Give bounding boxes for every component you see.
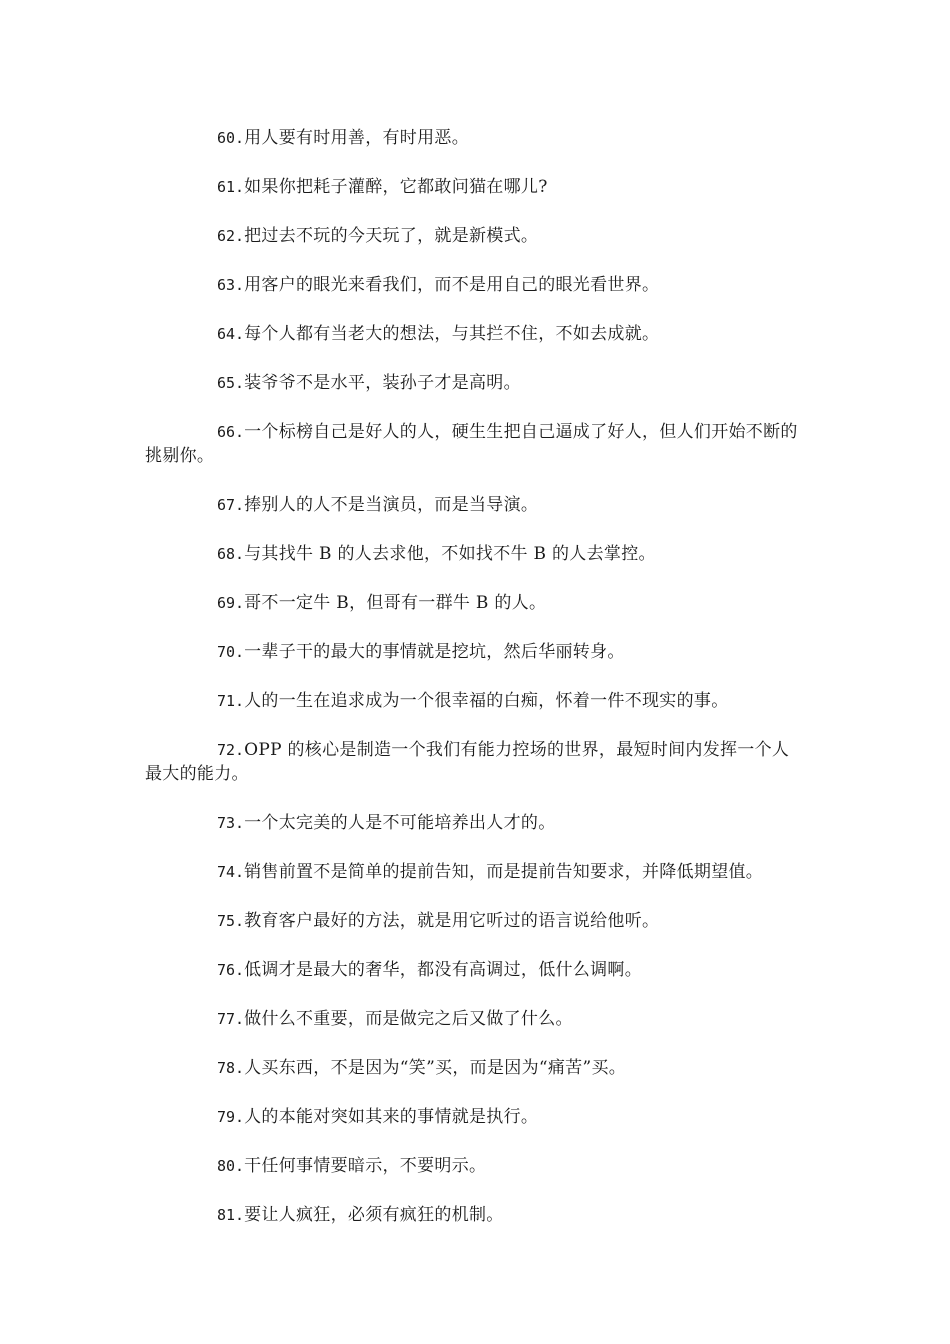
quote-item (145, 273, 805, 297)
quote-item (145, 591, 805, 615)
quote-item (145, 1154, 805, 1178)
quote-text: 销售前置不是简单的提前告知，而是提前告知要求，并降低期望值。 (244, 862, 764, 882)
quote-text: 做什么不重要，而是做完之后又做了什么。 (244, 1009, 573, 1029)
quote-text: 用客户的眼光来看我们，而不是用自己的眼光看世界。 (244, 275, 660, 295)
quote-number: 71. (217, 692, 245, 710)
quote-item (145, 371, 805, 395)
quote-number: 72. (217, 741, 245, 759)
quote-number: 75. (217, 912, 245, 930)
quote-item (145, 640, 805, 664)
quote-list (145, 126, 805, 1252)
quote-text: 哥不一定牛 B，但哥有一群牛 B 的人。 (244, 593, 547, 613)
quote-text: 人的一生在追求成为一个很幸福的白痴，怀着一件不现实的事。 (244, 691, 729, 711)
quote-item (145, 1203, 805, 1227)
quote-text: 干任何事情要暗示，不要明示。 (244, 1156, 487, 1176)
quote-number: 70. (217, 643, 245, 661)
quote-item (145, 322, 805, 346)
quote-text: 一个标榜自己是好人的人，硬生生把自己逼成了好人，但人们开始不断的挑剔你。 (145, 422, 798, 466)
quote-number: 81. (217, 1206, 245, 1224)
quote-number: 63. (217, 276, 245, 294)
quote-item (145, 126, 805, 150)
quote-number: 80. (217, 1157, 245, 1175)
quote-item (145, 224, 805, 248)
quote-text: 如果你把耗子灌醉，它都敢问猫在哪儿? (244, 177, 548, 197)
quote-number: 74. (217, 863, 245, 881)
quote-item (145, 738, 805, 786)
quote-item (145, 542, 805, 566)
quote-item (145, 420, 805, 468)
quote-text: 一辈子干的最大的事情就是挖坑，然后华丽转身。 (244, 642, 625, 662)
quote-number: 66. (217, 423, 245, 441)
quote-item (145, 1056, 805, 1080)
quote-number: 78. (217, 1059, 245, 1077)
quote-number: 60. (217, 129, 245, 147)
quote-text: 要让人疯狂，必须有疯狂的机制。 (244, 1205, 504, 1225)
quote-number: 65. (217, 374, 245, 392)
quote-text: 把过去不玩的今天玩了，就是新模式。 (244, 226, 539, 246)
quote-text: 一个太完美的人是不可能培养出人才的。 (244, 813, 556, 833)
quote-item (145, 175, 805, 199)
quote-text: 教育客户最好的方法，就是用它听过的语言说给他听。 (244, 911, 660, 931)
quote-item (145, 689, 805, 713)
quote-text: 与其找牛 B 的人去求他，不如找不牛 B 的人去掌控。 (244, 544, 656, 564)
quote-text: 人买东西，不是因为“笑”买，而是因为“痛苦”买。 (244, 1058, 627, 1078)
quote-text: 每个人都有当老大的想法，与其拦不住，不如去成就。 (244, 324, 660, 344)
quote-number: 64. (217, 325, 245, 343)
quote-number: 61. (217, 178, 245, 196)
quote-item (145, 860, 805, 884)
quote-text: 捧别人的人不是当演员，而是当导演。 (244, 495, 539, 515)
quote-number: 79. (217, 1108, 245, 1126)
quote-text: OPP 的核心是制造一个我们有能力控场的世界，最短时间内发挥一个人最大的能力。 (145, 740, 790, 784)
quote-text: 装爷爷不是水平，装孙子才是高明。 (244, 373, 521, 393)
quote-text: 人的本能对突如其来的事情就是执行。 (244, 1107, 539, 1127)
quote-number: 69. (217, 594, 245, 612)
quote-item (145, 1007, 805, 1031)
quote-number: 68. (217, 545, 245, 563)
quote-number: 76. (217, 961, 245, 979)
quote-text: 用人要有时用善，有时用恶。 (244, 128, 469, 148)
quote-number: 67. (217, 496, 245, 514)
quote-item (145, 493, 805, 517)
quote-number: 77. (217, 1010, 245, 1028)
quote-item (145, 1105, 805, 1129)
quote-item (145, 909, 805, 933)
quote-item (145, 811, 805, 835)
quote-number: 73. (217, 814, 245, 832)
quote-number: 62. (217, 227, 245, 245)
quote-text: 低调才是最大的奢华，都没有高调过，低什么调啊。 (244, 960, 642, 980)
quote-item (145, 958, 805, 982)
